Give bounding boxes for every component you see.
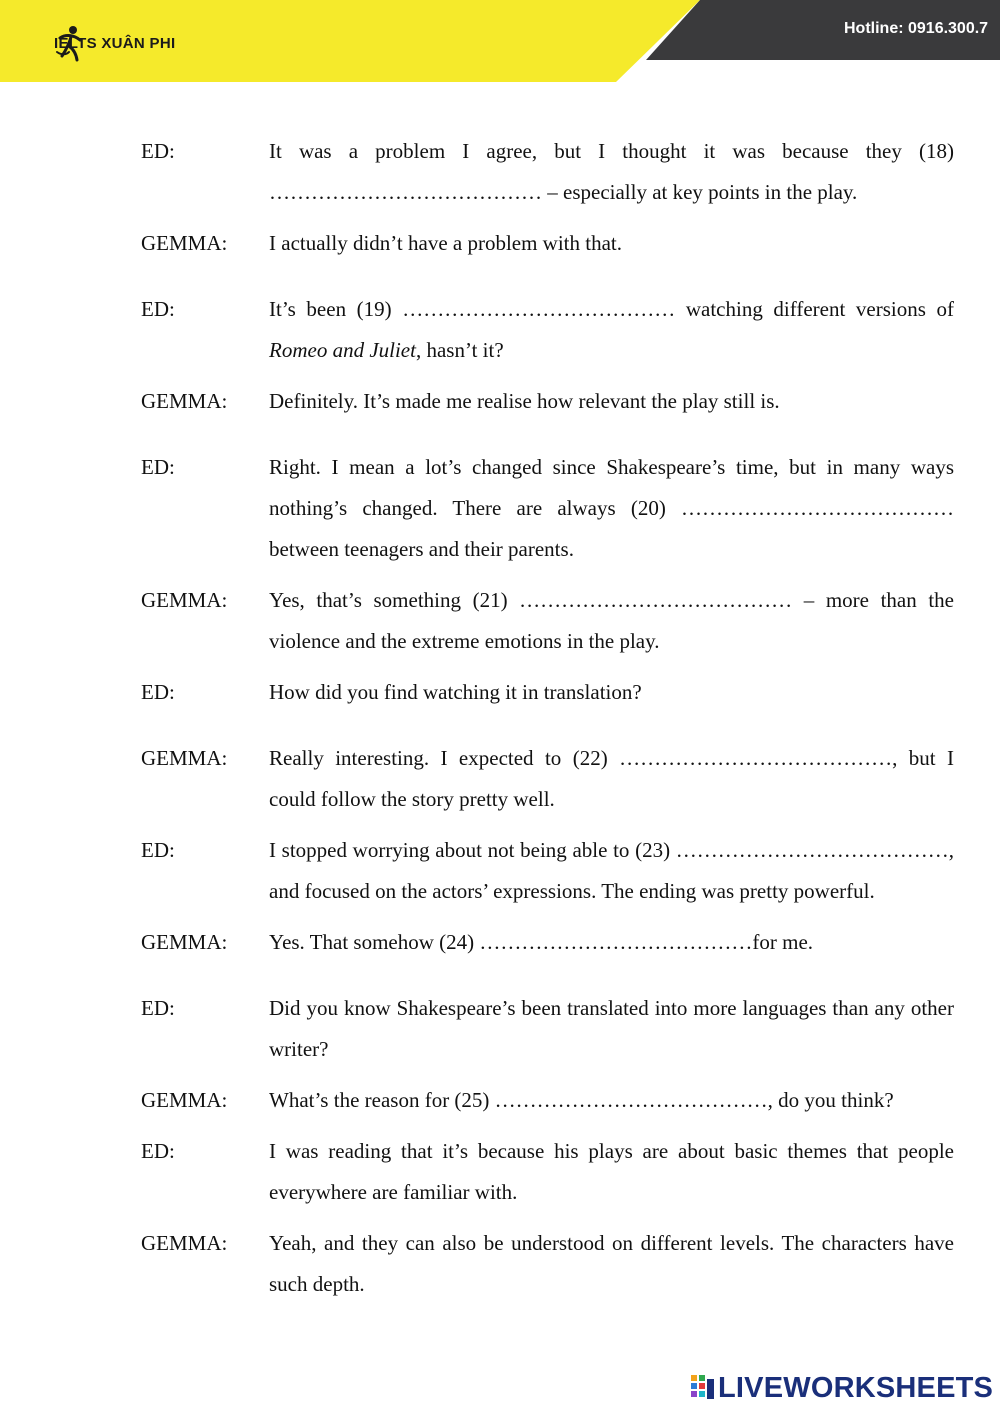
speaker-label: GEMMA: — [141, 588, 228, 612]
liveworksheets-logo-icon — [690, 1373, 716, 1403]
dialogue-line — [141, 830, 954, 912]
speaker-label: ED: — [141, 297, 175, 321]
speaker-label: ED: — [141, 139, 175, 163]
speech-text: Did you know Shakespeare’s been translated into more languages than any other writer? — [269, 996, 954, 1061]
dialogue-line — [141, 289, 954, 371]
speech-text: It’s been (19) ………………………………… watching different versions of Romeo and Juliet, hasn’t it? — [269, 297, 954, 362]
dialogue-line — [141, 580, 954, 662]
speaker-label: ED: — [141, 680, 175, 704]
speaker-label: GEMMA: — [141, 746, 228, 770]
dialogue-line — [141, 1223, 954, 1305]
dialogue-line — [141, 1080, 954, 1121]
dialogue-line — [141, 922, 954, 963]
speech-text: What’s the reason for (25) …………………………………, do you think? — [269, 1088, 894, 1112]
speech-text: Definitely. It’s made me realise how relevant the play still is. — [269, 389, 780, 413]
hotline-text: Hotline: 0916.300.7 — [844, 20, 989, 37]
speech-text: Yeah, and they can also be understood on different levels. The characters have such depth. — [269, 1231, 954, 1296]
liveworksheets-watermark — [690, 1368, 993, 1408]
speech-text: Yes. That somehow (24) …………………………………for me. — [269, 930, 814, 954]
speaker-label: GEMMA: — [141, 231, 228, 255]
speech-text: Right. I mean a lot’s changed since Shakespeare’s time, but in many ways nothing’s changed. There are always (20) ………………………………… between teenagers and their parents. — [269, 455, 954, 561]
speaker-label: ED: — [141, 996, 175, 1020]
dialogue-line — [141, 988, 954, 1070]
brand-logo — [52, 22, 175, 64]
watermark-text: LIVEWORKSHEETS — [718, 1371, 994, 1404]
speech-text: I actually didn’t have a problem with that. — [269, 231, 623, 255]
speaker-label: GEMMA: — [141, 1231, 228, 1255]
dialogue-line — [141, 447, 954, 570]
speaker-label: ED: — [141, 838, 175, 862]
speaker-label: GEMMA: — [141, 389, 228, 413]
dialogue-transcript — [141, 131, 954, 1305]
dialogue-line — [141, 223, 954, 264]
dialogue-line — [141, 672, 954, 713]
speaker-label: ED: — [141, 1139, 175, 1163]
speaker-label: GEMMA: — [141, 1088, 228, 1112]
brand-runner-icon — [52, 22, 88, 64]
dialogue-line — [141, 131, 954, 213]
speech-text: I was reading that it’s because his plays are about basic themes that people everywhere are familiar with. — [269, 1139, 954, 1204]
speech-text: Really interesting. I expected to (22) …………………………………, but I could follow the story pretty well. — [269, 746, 954, 811]
speech-text: Yes, that’s something (21) ………………………………… – more than the violence and the extreme emotions in the play. — [269, 588, 954, 653]
speech-text: I stopped worrying about not being able to (23) …………………………………, and focused on the actors’ expressions. The ending was pretty powerful. — [269, 838, 954, 903]
dialogue-line — [141, 738, 954, 820]
speech-text: How did you find watching it in translation? — [269, 680, 642, 704]
dialogue-line — [141, 381, 954, 422]
speaker-label: GEMMA: — [141, 930, 228, 954]
speech-text: It was a problem I agree, but I thought it was because they (18) ………………………………… – especially at key points in the play. — [269, 139, 954, 204]
page-header — [0, 0, 1000, 84]
speaker-label: ED: — [141, 455, 175, 479]
dialogue-line — [141, 1131, 954, 1213]
brand-name: IELTS XUÂN PHI — [54, 34, 176, 52]
